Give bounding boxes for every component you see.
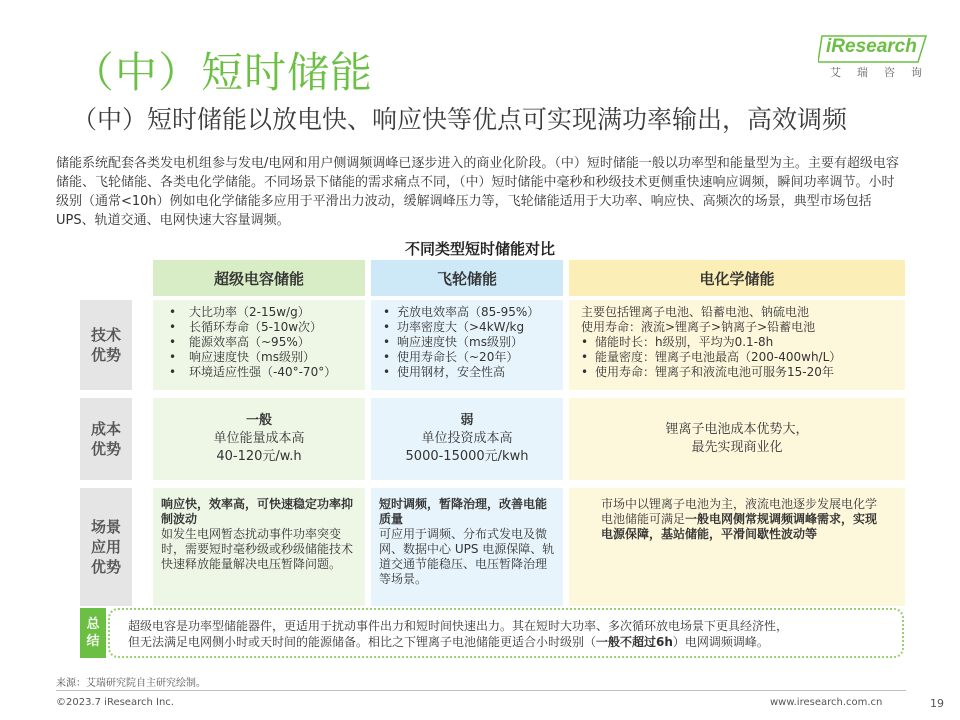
row-label-scene-text: 场景 应用 优势 — [90, 518, 121, 576]
scene-text: 如发生电网暂态扰动事件功率突变时，需要短时毫秒级或秒级储能技术快速释放能量解决电压暂降问题。 — [161, 527, 354, 571]
row-label-tech — [80, 300, 132, 390]
source-note: 来源：艾瑞研究院自主研究绘制。 — [56, 678, 206, 689]
cost-level: 弱 — [460, 413, 474, 428]
row-label-tech-text: 技术 优势 — [90, 326, 121, 364]
cell-scene-supercapacitor — [153, 488, 365, 606]
cost-desc: 最先实现商业化 — [691, 440, 783, 455]
cell-tech-supercapacitor — [153, 300, 365, 390]
list-item: • 使用寿命：锂离子和液流电池可服务15-20年 — [577, 365, 897, 380]
cell-tech-flywheel — [371, 300, 563, 390]
list-item: • 功率密度大（>4kW/kg — [379, 320, 555, 335]
cost-desc: 锂离子电池成本优势大， — [665, 422, 809, 437]
summary-text: 但无法满足电网侧小时或天时间的能源储备。相比之下锂离子电池储能更适合小时级别（ — [128, 635, 597, 649]
cell-cost-supercapacitor — [153, 398, 365, 480]
summary-label — [80, 608, 106, 658]
cost-range: 40-120元/w.h — [216, 449, 302, 464]
scene-text: 市场中以锂离子电池为主，液流电池逐步发展电化学电池储能可满足 — [601, 497, 878, 526]
column-header-flywheel: 飞轮储能 — [371, 260, 563, 296]
page-number: 19 — [930, 697, 944, 710]
row-label-cost-text: 成本 优势 — [90, 420, 121, 458]
cost-desc: 单位能量成本高 — [213, 431, 305, 446]
list-item: • 使用钢材，安全性高 — [379, 365, 555, 380]
text-line: 主要包括锂离子电池、铅蓄电池、钠硫电池 — [581, 305, 810, 319]
column-header-electrochemical: 电化学储能 — [569, 260, 905, 296]
list-item: • 长循环寿命（5-10w次） — [161, 320, 357, 335]
table-title: 不同类型短时储能对比 — [404, 240, 555, 258]
website-link[interactable]: www.iresearch.com.cn — [770, 697, 883, 708]
list-item: • 响应速度快（ms级别） — [161, 350, 357, 365]
scene-text: 可应用于调频、分布式发电及微网、数据中心 UPS 电源保障、轨道交通节能稳压、电压暂降治理等场景。 — [379, 527, 555, 586]
footer-divider — [56, 690, 906, 691]
scene-highlight: 一般电网侧常规调频调峰需求，实现电源保障，基站储能，平滑间歇性波动等 — [601, 512, 878, 541]
iresearch-logo — [818, 34, 938, 86]
page-title: （中）短时储能 — [72, 48, 374, 97]
intro-paragraph: 储能系统配套各类发电机组参与发电/电网和用户侧调频调峰已逐步进入的商业化阶段。（中）短时储能一般以功率型和能量型为主。主要有超级电容储能、飞轮储能、各类电化学储能。不同场景下储能的需求痛点不同，（中）短时储能中毫秒和秒级技术更侧重快速响应调频，瞬间功率调节。小时级别（通常<10h）例如电化学储能多应用于平滑出力波动，缓解调峰压力等，飞轮储能适用于大功率、响应快、高频次的场景，典型市场包括UPS、轨道交通、电网快速大容量调频。 — [56, 156, 899, 228]
list-item: • 环境适应性强（-40°-70°） — [161, 365, 357, 380]
cost-desc: 单位投资成本高 — [421, 431, 513, 446]
cell-cost-flywheel — [371, 398, 563, 480]
column-header-supercapacitor: 超级电容储能 — [153, 260, 365, 296]
scene-highlight: 响应快，效率高，可快速稳定功率抑制波动 — [161, 497, 354, 526]
cost-level: 一般 — [245, 413, 272, 428]
cell-tech-electrochemical — [569, 300, 905, 390]
row-label-scene — [80, 488, 132, 606]
text-line: 使用寿命：液流>锂离子>钠离子>铅蓄电池 — [581, 320, 816, 334]
copyright: ©2023.7 iResearch Inc. — [56, 697, 174, 708]
summary-box — [108, 608, 904, 658]
list-item: • 响应速度快（ms级别） — [379, 335, 555, 350]
cell-cost-electrochemical — [569, 398, 905, 480]
summary-text-end: ）电网调频调峰。 — [672, 635, 769, 649]
cost-range: 5000-15000元/kwh — [405, 449, 529, 464]
cell-scene-flywheel — [371, 488, 563, 606]
summary-line-1: 超级电容是功率型储能器件，更适用于扰动事件出力和短时间快速出力。其在短时大功率、多次循环放电场景下更具经济性， — [128, 619, 789, 633]
list-item: • 使用寿命长（~20年） — [379, 350, 555, 365]
summary-line-2 — [128, 634, 884, 650]
page-subtitle: （中）短时储能以放电快、响应快等优点可实现满功率输出，高效调频 — [72, 105, 848, 134]
summary-label-text: 总 结 — [86, 617, 100, 649]
logo-word: iResearch — [826, 36, 917, 57]
list-item: • 充放电效率高（85-95%） — [379, 305, 555, 320]
scene-highlight: 短时调频，暂降治理，改善电能质量 — [379, 497, 548, 526]
logo-cn: 艾瑞咨询 — [830, 66, 938, 79]
summary-highlight: 一般不超过6h — [596, 635, 673, 649]
list-item: • 能量密度：锂离子电池最高（200-400wh/L） — [577, 350, 897, 365]
list-item: • 储能时长：h级别，平均为0.1-8h — [577, 335, 897, 350]
row-label-cost — [80, 398, 132, 480]
list-item: • 大比功率（2-15w/g） — [161, 305, 357, 320]
cell-scene-electrochemical — [569, 488, 905, 606]
list-item: • 能源效率高（~95%） — [161, 335, 357, 350]
